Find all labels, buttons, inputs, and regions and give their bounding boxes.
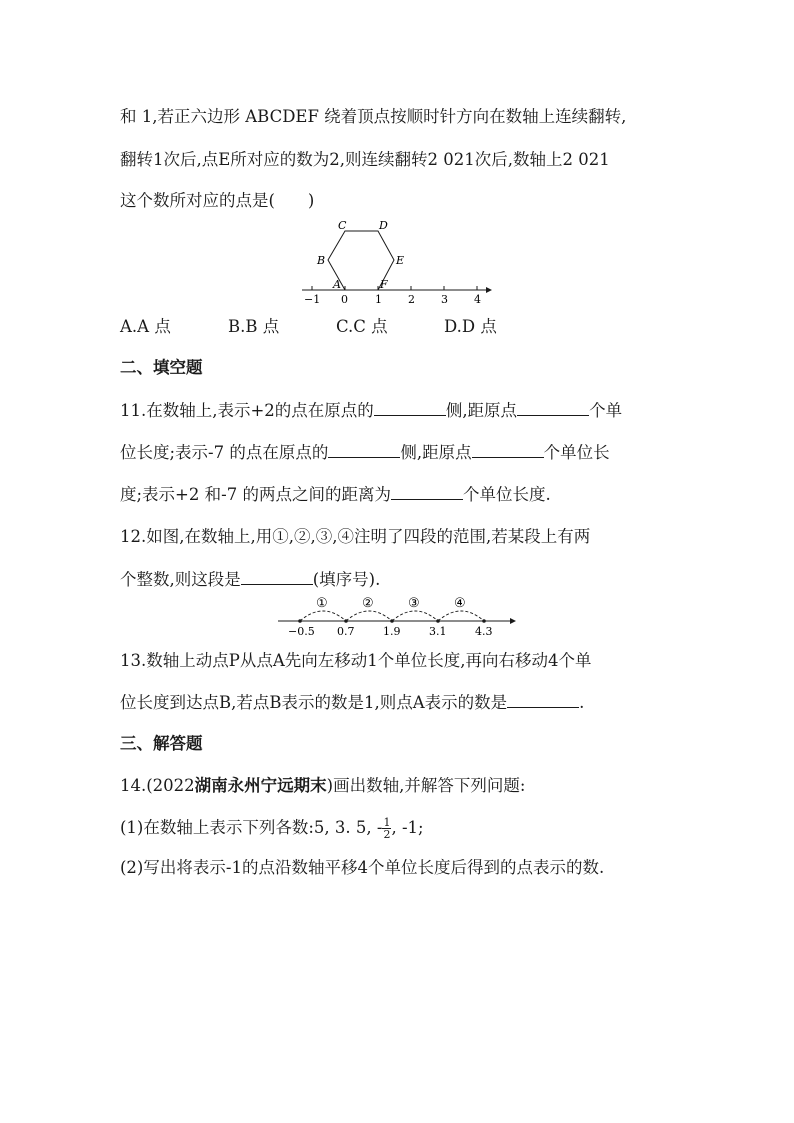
section-title-fill-in: 二、填空题	[120, 358, 203, 377]
q14-line1	[120, 775, 525, 797]
answer-blank	[374, 399, 446, 416]
q11-line3	[120, 483, 551, 506]
q13-text: 位长度到达点B,若点B表示的数是1,则点A表示的数是	[120, 693, 508, 712]
answer-blank	[472, 441, 544, 458]
q11-text: 位长度;表示-7 的点在原点的	[120, 443, 329, 462]
segment-label-3: ③	[408, 596, 420, 611]
tick-label: 3	[441, 293, 448, 306]
answer-blank	[517, 399, 589, 416]
point-marker	[344, 619, 348, 623]
option-a: A.A 点	[120, 317, 171, 336]
segment-label-2: ②	[362, 596, 374, 611]
vertex-label-c: C	[338, 219, 347, 232]
option-b: B.B 点	[228, 317, 280, 336]
vertex-label-f: F	[380, 278, 388, 291]
answer-blank	[507, 691, 579, 708]
answer-blank	[328, 441, 400, 458]
tick-label: −1	[304, 293, 321, 306]
hexagon-number-line-figure	[296, 215, 496, 307]
q13-line2	[120, 691, 584, 714]
q14-part1	[120, 817, 424, 840]
q14-part1-text: , -1;	[391, 818, 424, 837]
q13-text: .	[579, 693, 585, 712]
q10-text-line1: 和 1,若正六边形 ABCDEF 绕着顶点按顺时针方向在数轴上连续翻转,	[120, 107, 627, 126]
q13-line1: 13.数轴上动点P从点A先向左移动1个单位长度,再向右移动4个单	[120, 651, 592, 670]
vertex-label-d: D	[379, 219, 388, 232]
q11-line1	[120, 399, 622, 422]
fraction-denominator: 2	[383, 828, 391, 841]
answer-blank	[241, 568, 313, 585]
segments-number-line-figure	[276, 593, 520, 641]
q12-line1: 12.如图,在数轴上,用①,②,③,④注明了四段的范围,若某段上有两	[120, 527, 591, 546]
point-marker	[482, 619, 486, 623]
segment-label-4: ④	[454, 596, 466, 611]
vertex-label-e: E	[396, 254, 405, 267]
segment-label-1: ①	[316, 596, 328, 611]
tick-label: 2	[408, 293, 415, 306]
tick-label: 4	[474, 293, 481, 306]
q14-text: 14.(2022	[120, 776, 195, 795]
q12-text: (填序号).	[312, 570, 381, 589]
q11-text: 侧,距原点	[400, 443, 472, 462]
q11-text: 度;表示+2 和-7 的两点之间的距离为	[120, 485, 391, 504]
q12-line2	[120, 568, 380, 591]
vertex-label-b: B	[317, 254, 326, 267]
q12-text: 个整数,则这段是	[120, 570, 241, 589]
vertex-label-a: A	[333, 278, 341, 291]
q11-text: 个单	[589, 401, 623, 420]
q14-part2: (2)写出将表示-1的点沿数轴平移4个单位长度后得到的点表示的数.	[120, 858, 605, 877]
q11-text: 侧,距原点	[445, 401, 518, 420]
axis-arrow	[486, 287, 492, 293]
point-marker	[390, 619, 394, 623]
tick-label: −0.5	[288, 625, 315, 638]
q11-line2	[120, 441, 610, 464]
point-marker	[436, 619, 440, 623]
q11-text: 个单位长	[543, 443, 610, 462]
option-d: D.D 点	[444, 317, 497, 336]
q11-text: 个单位长度.	[462, 485, 551, 504]
q11-text: 11.在数轴上,表示+2的点在原点的	[120, 401, 374, 420]
tick-label: 3.1	[429, 625, 447, 638]
q10-text-line3: 这个数所对应的点是( )	[120, 191, 315, 210]
q10-text-line2: 翻转1次后,点E所对应的数为2,则连续翻转2 021次后,数轴上2 021	[120, 150, 610, 169]
q14-part1-text: (1)在数轴上表示下列各数:5, 3. 5, -	[120, 818, 383, 837]
tick-label: 1.9	[383, 625, 401, 638]
axis-arrow	[510, 618, 516, 624]
answer-blank	[391, 483, 463, 500]
tick-label: 0	[341, 293, 348, 306]
tick-label: 4.3	[475, 625, 493, 638]
tick-label: 1	[375, 293, 382, 306]
section-title-solve: 三、解答题	[120, 734, 203, 753]
option-c: C.C 点	[336, 317, 388, 336]
q14-source: 湖南永州宁远期末	[194, 776, 327, 795]
tick-label: 0.7	[337, 625, 355, 638]
fraction-numerator: 1	[383, 816, 391, 829]
q14-text: )画出数轴,并解答下列问题:	[326, 776, 526, 795]
point-marker	[298, 619, 302, 623]
